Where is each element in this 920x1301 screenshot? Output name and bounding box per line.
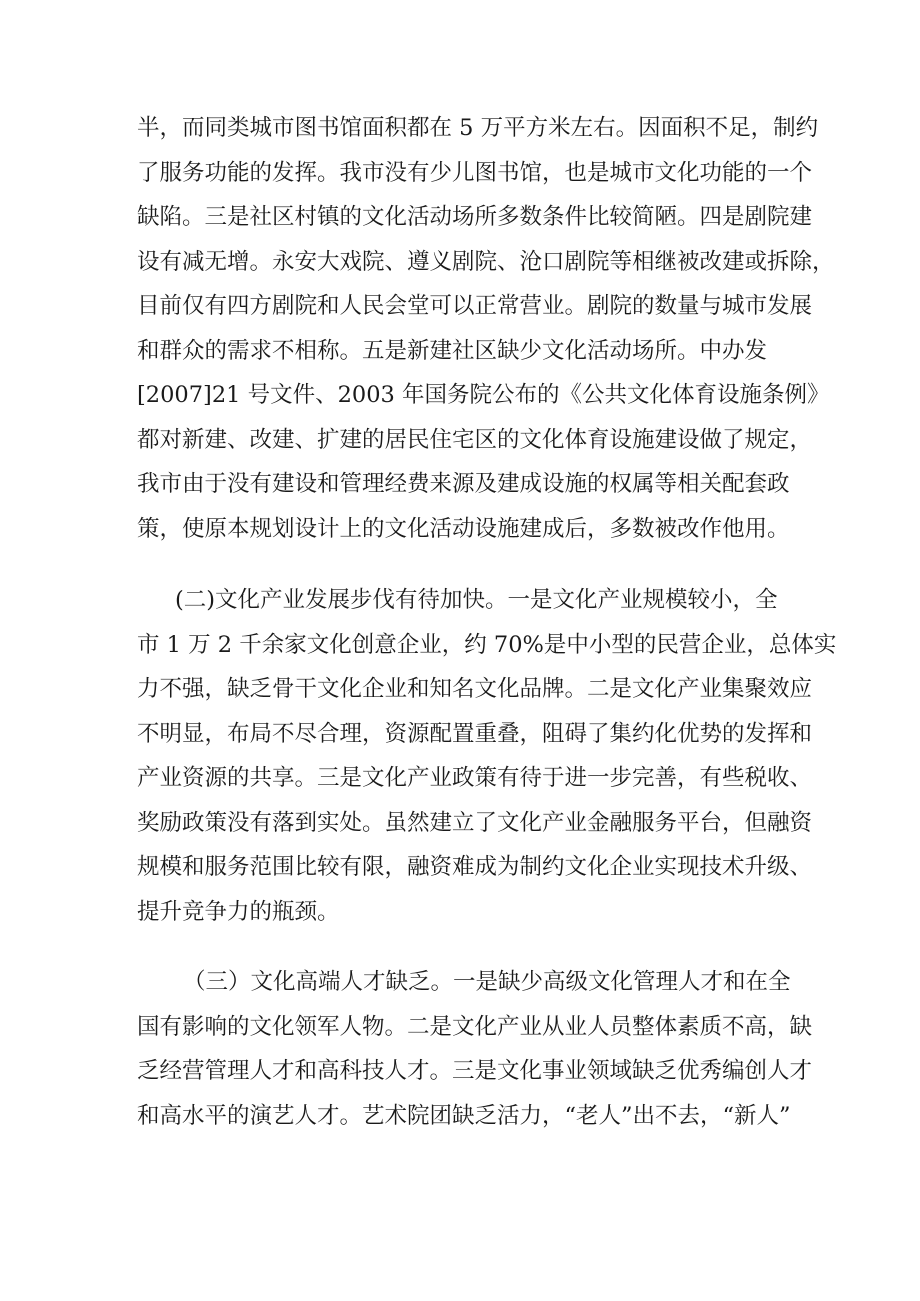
section-heading-line: （三）文化高端人才缺乏。一是缺少高级文化管理人才和在全	[183, 969, 791, 995]
paragraph-section-2	[137, 578, 837, 934]
text-line: 不明显，布局不尽合理，资源配置重叠，阻碍了集约化优势的发挥和	[137, 720, 813, 747]
text-line: 了服务功能的发挥。我市没有少儿图书馆，也是城市文化功能的一个	[137, 159, 813, 186]
text-line: 和群众的需求不相称。五是新建社区缺少文化活动场所。中办发	[137, 337, 768, 364]
text-line: 都对新建、改建、扩建的居民住宅区的文化体育设施建设做了规定，	[137, 426, 813, 453]
text-line: 产业资源的共享。三是文化产业政策有待于进一步完善，有些税收、	[137, 765, 813, 791]
text-line: 目前仅有四方剧院和人民会堂可以正常营业。剧院的数量与城市发展	[137, 293, 813, 319]
text-line: 力不强，缺乏骨干文化企业和知名文化品牌。二是文化产业集聚效应	[137, 676, 813, 702]
section-heading-line: (二)文化产业发展步伐有待加快。一是文化产业规模较小，全	[175, 587, 778, 613]
text-line: 市 1 万 2 千余家文化创意企业，约 70%是中小型的民营企业，总体实	[137, 631, 837, 658]
paragraph-continuation	[137, 106, 835, 551]
text-line: 设有减无增。永安大戏院、遵义剧院、沧口剧院等相继被改建或拆除，	[137, 248, 835, 275]
text-line: 我市由于没有建设和管理经费来源及建成设施的权属等相关配套政	[137, 471, 790, 497]
text-line: 策，使原本规划设计上的文化活动设施建成后，多数被改作他用。	[137, 515, 790, 542]
text-line: 提升竞争力的瓶颈。	[137, 898, 340, 925]
text-line: 和高水平的演艺人才。艺术院团缺乏活力，“老人”出不去，“新人”	[137, 1102, 791, 1129]
text-line: 半，而同类城市图书馆面积都在 5 万平方米左右。因面积不足，制约	[137, 115, 819, 141]
text-line: [2007]21 号文件、2003 年国务院公布的《公共文化体育设施条例》	[137, 382, 830, 408]
text-line: 乏经营管理人才和高科技人才。三是文化事业领域缺乏优秀编创人才	[137, 1058, 813, 1084]
text-line: 规模和服务范围比较有限，融资难成为制约文化企业实现技术升级、	[137, 854, 813, 880]
paragraph-section-3	[137, 960, 813, 1138]
text-line: 国有影响的文化领军人物。二是文化产业从业人员整体素质不高，缺	[137, 1013, 813, 1040]
text-line: 缺陷。三是社区村镇的文化活动场所多数条件比较简陋。四是剧院建	[137, 204, 813, 230]
text-line: 奖励政策没有落到实处。虽然建立了文化产业金融服务平台，但融资	[137, 809, 813, 836]
